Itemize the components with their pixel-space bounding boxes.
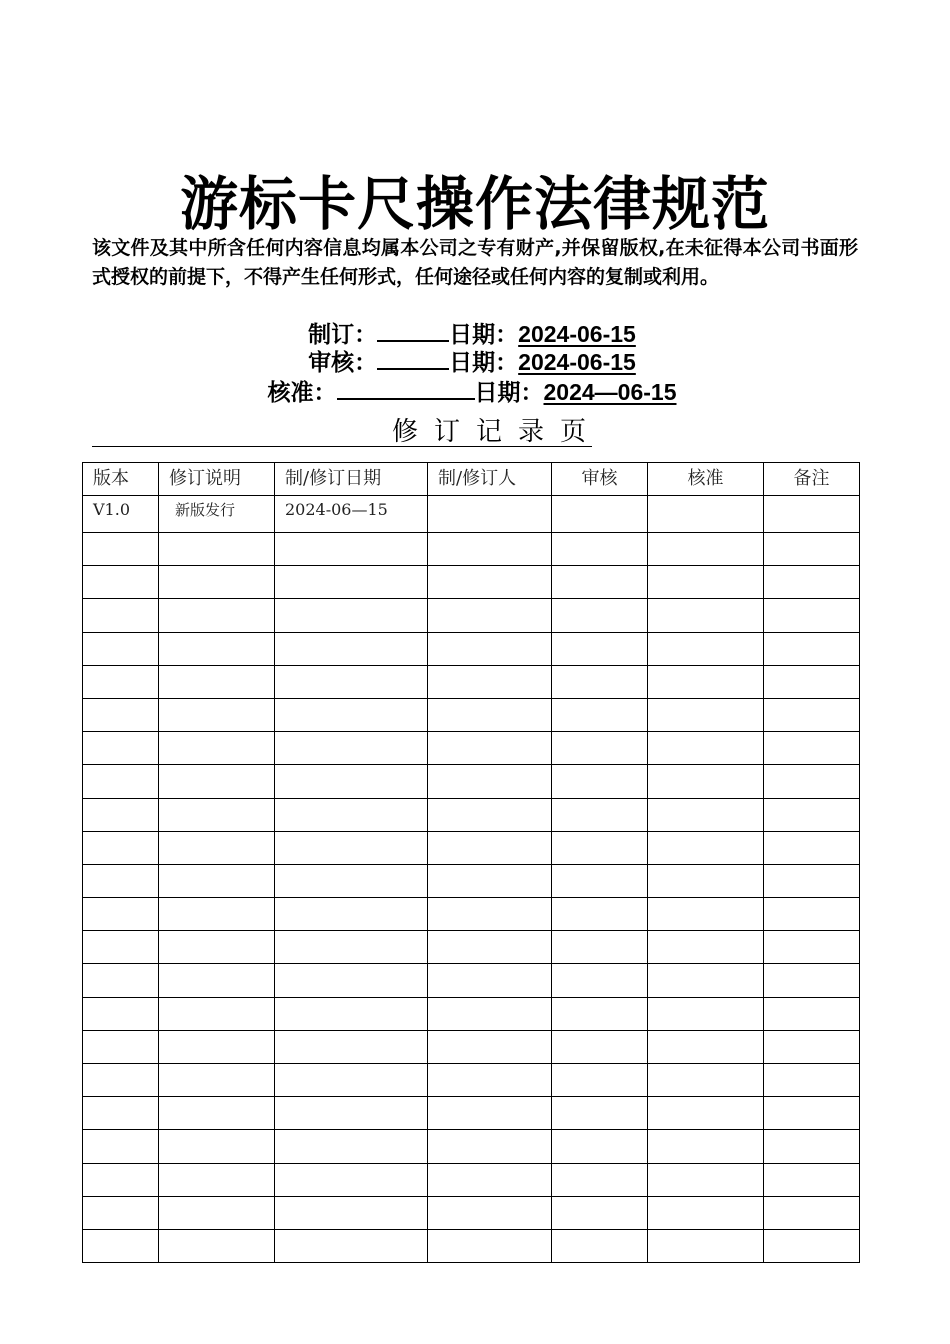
cell-revision-date — [275, 864, 428, 897]
cell-description — [159, 665, 275, 698]
cell-review — [552, 765, 648, 798]
cell-approval — [648, 533, 764, 566]
approved-signature-blank — [337, 376, 475, 400]
cell-reviser — [428, 1097, 552, 1130]
cell-reviser — [428, 997, 552, 1030]
cell-description — [159, 1130, 275, 1163]
cell-description — [159, 1064, 275, 1097]
cell-version — [83, 1030, 159, 1063]
cell-remarks — [764, 599, 860, 632]
cell-reviser — [428, 698, 552, 731]
header-revision-date: 制/修订日期 — [275, 463, 428, 496]
cell-remarks — [764, 665, 860, 698]
reviewed-label: 审核： — [308, 350, 378, 376]
cell-review — [552, 798, 648, 831]
cell-revision-date — [275, 831, 428, 864]
cell-revision-date — [275, 1229, 428, 1262]
cell-version — [83, 665, 159, 698]
cell-description: 新版发行 — [159, 496, 275, 533]
cell-description — [159, 864, 275, 897]
cell-approval — [648, 599, 764, 632]
cell-version — [83, 698, 159, 731]
table-row — [83, 1064, 860, 1097]
table-row — [83, 732, 860, 765]
cell-version — [83, 798, 159, 831]
cell-description — [159, 1163, 275, 1196]
cell-revision-date — [275, 931, 428, 964]
cell-reviser — [428, 765, 552, 798]
cell-approval — [648, 898, 764, 931]
cell-review — [552, 665, 648, 698]
cell-review — [552, 698, 648, 731]
cell-reviser — [428, 665, 552, 698]
cell-review — [552, 632, 648, 665]
cell-description — [159, 566, 275, 599]
cell-remarks — [764, 798, 860, 831]
cell-reviser — [428, 599, 552, 632]
cell-approval — [648, 831, 764, 864]
cell-description — [159, 533, 275, 566]
cell-description — [159, 1196, 275, 1229]
cell-revision-date — [275, 1163, 428, 1196]
table-row — [83, 566, 860, 599]
prepared-label: 制订： — [308, 322, 378, 348]
cell-approval — [648, 997, 764, 1030]
approved-date: 2024—06-15 — [543, 379, 677, 405]
cell-revision-date — [275, 1196, 428, 1229]
cell-revision-date — [275, 533, 428, 566]
cell-review — [552, 931, 648, 964]
cell-revision-date — [275, 1064, 428, 1097]
cell-remarks — [764, 765, 860, 798]
table-row — [83, 1229, 860, 1262]
cell-version — [83, 632, 159, 665]
revision-table — [82, 462, 860, 1263]
cell-approval — [648, 1196, 764, 1229]
cell-revision-date — [275, 1130, 428, 1163]
cell-review — [552, 1196, 648, 1229]
cell-reviser — [428, 1229, 552, 1262]
cell-remarks — [764, 964, 860, 997]
cell-version — [83, 566, 159, 599]
cell-approval — [648, 931, 764, 964]
cell-reviser — [428, 1030, 552, 1063]
cell-approval — [648, 1229, 764, 1262]
cell-version — [83, 931, 159, 964]
cell-reviser — [428, 1196, 552, 1229]
header-reviser: 制/修订人 — [428, 463, 552, 496]
cell-approval — [648, 798, 764, 831]
cell-remarks — [764, 1097, 860, 1130]
table-row — [83, 964, 860, 997]
reviewed-signature-blank — [377, 346, 449, 370]
cell-approval — [648, 1097, 764, 1130]
cell-review — [552, 1064, 648, 1097]
table-row — [83, 864, 860, 897]
cell-remarks — [764, 1030, 860, 1063]
cell-remarks — [764, 997, 860, 1030]
cell-revision-date — [275, 798, 428, 831]
table-row — [83, 1097, 860, 1130]
prepared-signature-blank — [377, 318, 449, 342]
cell-description — [159, 632, 275, 665]
table-row — [83, 632, 860, 665]
cell-remarks — [764, 1229, 860, 1262]
header-review: 审核 — [552, 463, 648, 496]
cell-reviser — [428, 964, 552, 997]
cell-remarks — [764, 698, 860, 731]
cell-reviser — [428, 831, 552, 864]
cell-remarks — [764, 1163, 860, 1196]
cell-reviser — [428, 864, 552, 897]
cell-version — [83, 1196, 159, 1229]
cell-reviser — [428, 632, 552, 665]
table-row — [83, 898, 860, 931]
cell-review — [552, 1229, 648, 1262]
cell-approval — [648, 665, 764, 698]
table-row — [83, 698, 860, 731]
cell-reviser — [428, 931, 552, 964]
cell-version — [83, 1130, 159, 1163]
cell-version — [83, 831, 159, 864]
cell-description — [159, 997, 275, 1030]
table-header-row — [83, 463, 860, 496]
cell-description — [159, 765, 275, 798]
cell-description — [159, 732, 275, 765]
cell-description — [159, 931, 275, 964]
table-row — [83, 798, 860, 831]
cell-version — [83, 599, 159, 632]
table-row — [83, 1030, 860, 1063]
table-row — [83, 665, 860, 698]
cell-review — [552, 1163, 648, 1196]
cell-reviser — [428, 1130, 552, 1163]
cell-remarks — [764, 496, 860, 533]
cell-revision-date — [275, 765, 428, 798]
cell-version: V1.0 — [83, 496, 159, 533]
cell-reviser — [428, 496, 552, 533]
cell-description — [159, 1030, 275, 1063]
cell-remarks — [764, 632, 860, 665]
cell-revision-date — [275, 698, 428, 731]
approved-label: 核准： — [267, 380, 337, 406]
revision-section-title: 修订记录页 — [392, 417, 603, 447]
cell-review — [552, 566, 648, 599]
cell-approval — [648, 765, 764, 798]
cell-reviser — [428, 898, 552, 931]
signoff-reviewed — [0, 346, 950, 378]
cell-review — [552, 898, 648, 931]
cell-description — [159, 831, 275, 864]
cell-revision-date: 2024-06—15 — [275, 496, 428, 533]
reviewed-date-label: 日期： — [449, 350, 519, 376]
cell-description — [159, 599, 275, 632]
cell-review — [552, 1030, 648, 1063]
signoff-approved — [0, 376, 950, 408]
cell-review — [552, 997, 648, 1030]
table-row — [83, 997, 860, 1030]
table-row — [83, 599, 860, 632]
cell-remarks — [764, 533, 860, 566]
table-row — [83, 765, 860, 798]
cell-approval — [648, 1064, 764, 1097]
cell-description — [159, 898, 275, 931]
prepared-date-label: 日期： — [449, 322, 519, 348]
cell-remarks — [764, 732, 860, 765]
header-remarks: 备注 — [764, 463, 860, 496]
cell-review — [552, 533, 648, 566]
cell-approval — [648, 632, 764, 665]
cell-remarks — [764, 864, 860, 897]
cell-version — [83, 898, 159, 931]
cell-remarks — [764, 931, 860, 964]
cell-description — [159, 698, 275, 731]
cell-description — [159, 964, 275, 997]
table-row — [83, 1163, 860, 1196]
cell-reviser — [428, 798, 552, 831]
cell-approval — [648, 1163, 764, 1196]
cell-version — [83, 533, 159, 566]
header-approval: 核准 — [648, 463, 764, 496]
cell-description — [159, 798, 275, 831]
table-row — [83, 496, 860, 533]
cell-review — [552, 496, 648, 533]
cell-reviser — [428, 566, 552, 599]
cell-version — [83, 765, 159, 798]
table-row — [83, 1196, 860, 1229]
cell-remarks — [764, 831, 860, 864]
cell-remarks — [764, 1196, 860, 1229]
cell-version — [83, 1097, 159, 1130]
cell-revision-date — [275, 566, 428, 599]
cell-review — [552, 864, 648, 897]
cell-revision-date — [275, 599, 428, 632]
cell-reviser — [428, 732, 552, 765]
cell-revision-date — [275, 964, 428, 997]
reviewed-date: 2024-06-15 — [518, 349, 636, 375]
cell-version — [83, 1229, 159, 1262]
cell-review — [552, 1097, 648, 1130]
cell-revision-date — [275, 632, 428, 665]
cell-version — [83, 964, 159, 997]
cell-approval — [648, 496, 764, 533]
cell-approval — [648, 964, 764, 997]
header-description: 修订说明 — [159, 463, 275, 496]
table-row — [83, 1130, 860, 1163]
cell-reviser — [428, 1064, 552, 1097]
cell-reviser — [428, 1163, 552, 1196]
cell-approval — [648, 1030, 764, 1063]
cell-review — [552, 1130, 648, 1163]
cell-remarks — [764, 1064, 860, 1097]
cell-revision-date — [275, 898, 428, 931]
table-row — [83, 533, 860, 566]
cell-review — [552, 964, 648, 997]
cell-remarks — [764, 1130, 860, 1163]
cell-description — [159, 1229, 275, 1262]
cell-approval — [648, 566, 764, 599]
cell-version — [83, 732, 159, 765]
cell-version — [83, 997, 159, 1030]
cell-revision-date — [275, 732, 428, 765]
cell-approval — [648, 1130, 764, 1163]
approved-date-label: 日期： — [474, 380, 544, 406]
table-row — [83, 831, 860, 864]
cell-remarks — [764, 898, 860, 931]
document-title: 游标卡尺操作法律规范 — [179, 170, 770, 238]
cell-approval — [648, 864, 764, 897]
cell-version — [83, 1064, 159, 1097]
cell-description — [159, 1097, 275, 1130]
confidentiality-notice: 该文件及其中所含任何内容信息均属本公司之专有财产,并保留版权,在未征得本公司书面形式授权的前提下，不得产生任何形式，任何途径或任何内容的复制或利用。 — [92, 237, 858, 288]
cell-approval — [648, 698, 764, 731]
prepared-date: 2024-06-15 — [518, 321, 636, 347]
cell-revision-date — [275, 997, 428, 1030]
cell-remarks — [764, 566, 860, 599]
table-row — [83, 931, 860, 964]
cell-revision-date — [275, 1097, 428, 1130]
cell-approval — [648, 732, 764, 765]
cell-reviser — [428, 533, 552, 566]
cell-version — [83, 1163, 159, 1196]
cell-revision-date — [275, 1030, 428, 1063]
cell-review — [552, 599, 648, 632]
cell-version — [83, 864, 159, 897]
cell-review — [552, 831, 648, 864]
cell-revision-date — [275, 665, 428, 698]
header-version: 版本 — [83, 463, 159, 496]
cell-review — [552, 732, 648, 765]
